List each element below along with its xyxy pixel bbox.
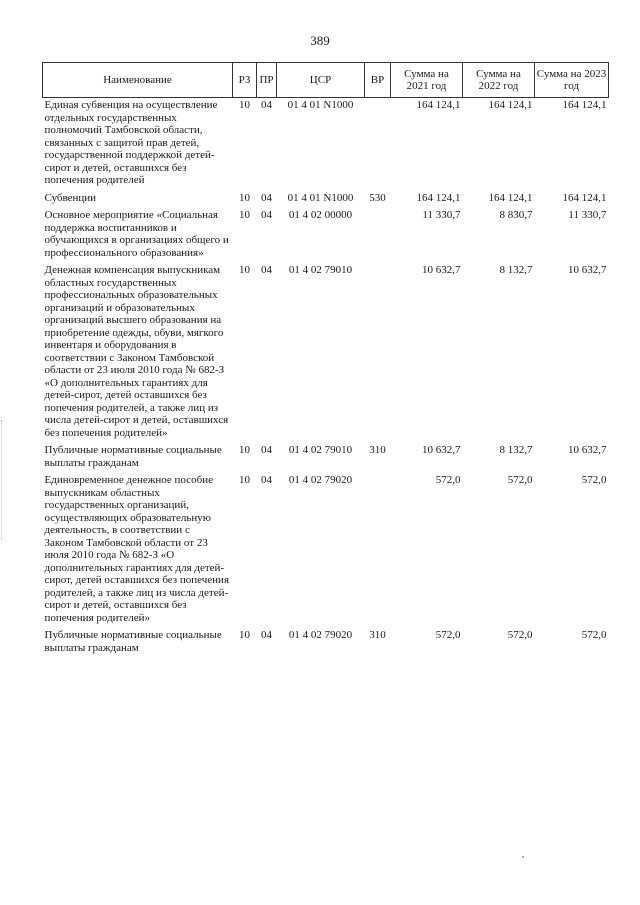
row-sum-2022: 164 124,1: [488, 191, 533, 204]
row-sum-2023: 572,0: [581, 629, 607, 641]
table-row: [43, 473, 609, 628]
header-csr: ЦСР: [277, 63, 365, 98]
row-rz: 10: [239, 264, 250, 276]
row-sum-2022: 8 830,7: [499, 209, 533, 221]
row-vr: [365, 263, 391, 443]
header-pr: ПР: [257, 63, 277, 98]
table-header-row: [43, 63, 609, 98]
row-pr: 04: [261, 99, 272, 111]
row-csr: 01 4 02 79010: [288, 444, 353, 456]
table-row: [43, 628, 609, 658]
header-vr: ВР: [365, 63, 391, 98]
table-row: [43, 263, 609, 443]
row-sum-2023: 572,0: [581, 474, 607, 486]
row-sum-2021: 164 124,1: [416, 99, 461, 111]
header-sum-2021: Сумма на 2021 год: [391, 63, 463, 98]
table-row: [43, 98, 609, 191]
row-sum-2021: 10 632,7: [422, 264, 461, 276]
header-sum-2023: Сумма на 2023 год: [535, 63, 609, 98]
header-rz: РЗ: [233, 63, 257, 98]
row-vr: [365, 98, 391, 191]
table-row: [43, 443, 609, 473]
row-pr: 04: [261, 209, 272, 221]
row-csr: 01 4 02 79020: [288, 474, 353, 486]
row-name: Публичные нормативные социальные выплаты гражданам: [44, 444, 222, 469]
row-sum-2023: 11 330,7: [568, 209, 607, 221]
page-number: 389: [310, 33, 330, 48]
row-vr: 310: [369, 629, 386, 641]
row-vr: 310: [369, 444, 386, 456]
row-rz: 10: [239, 191, 250, 204]
row-sum-2021: 11 330,7: [422, 209, 461, 221]
table-row: [43, 208, 609, 263]
row-csr: 01 4 02 79010: [288, 264, 353, 276]
row-csr: 01 4 01 N1000: [287, 99, 354, 111]
row-pr: 04: [261, 629, 272, 641]
row-sum-2023: 164 124,1: [562, 99, 607, 111]
row-sum-2021: 572,0: [435, 474, 461, 486]
header-name: Наименование: [43, 63, 233, 98]
row-name: Единая субвенция на осуществление отдельных государственных полномочий Тамбовской области, связанных с защитой прав детей, государственной поддержкой детей-сирот и детей, оставшихся без попечения родителей: [44, 99, 218, 186]
row-pr: 04: [261, 474, 272, 486]
row-pr: 04: [261, 264, 272, 276]
row-sum-2022: 572,0: [507, 474, 533, 486]
row-sum-2022: 164 124,1: [488, 99, 533, 111]
row-pr: 04: [261, 191, 272, 204]
row-rz: 10: [239, 474, 250, 486]
scan-speck: [522, 856, 524, 858]
row-vr: 530: [369, 191, 386, 204]
row-sum-2022: 572,0: [507, 629, 533, 641]
row-name: Основное мероприятие «Социальная поддержка воспитанников и обучающихся в организациях общего и профессионального образования»: [44, 209, 229, 259]
budget-table: [42, 62, 609, 658]
row-sum-2022: 8 132,7: [499, 264, 533, 276]
row-sum-2021: 572,0: [435, 629, 461, 641]
table-row: [43, 191, 609, 209]
row-csr: 01 4 02 79020: [288, 629, 353, 641]
row-name: Денежная компенсация выпускникам областных государственных профессиональных образовательных организаций и образовательных организаций высшего образования на приобретение одежды, обуви, мягкого инвентаря и оборудования в соответствии с Законом Тамбовской области от 23 июля 2010 года № 682-З «О дополнительных гарантиях для детей-сирот, детей оставшихся без попечения родителей, а также лиц из числа детей-сирот и детей, оставшихся без попечения родителей»: [44, 264, 229, 439]
row-pr: 04: [261, 444, 272, 456]
row-csr: 01 4 01 N1000: [287, 191, 354, 204]
row-sum-2023: 10 632,7: [568, 264, 607, 276]
row-sum-2021: 10 632,7: [422, 444, 461, 456]
scan-margin-mark: [1, 420, 4, 540]
row-rz: 10: [239, 629, 250, 641]
row-vr: [365, 473, 391, 628]
row-name: Публичные нормативные социальные выплаты гражданам: [44, 629, 222, 654]
row-name: Субвенции: [44, 191, 97, 204]
row-sum-2023: 10 632,7: [568, 444, 607, 456]
header-sum-2022: Сумма на 2022 год: [463, 63, 535, 98]
row-sum-2023: 164 124,1: [562, 191, 607, 204]
row-name: Единовременное денежное пособие выпускникам областных государственных организаций, осуществляющих образовательную деятельность, в соответствии с Законом Тамбовской области от 23 июля 2010 года № 682-З «О дополнительных гарантиях для детей-сирот, детей оставшихся без попечения родителей, а также лиц из числа детей-сирот и детей, оставшихся без попечения родителей»: [44, 474, 230, 624]
row-sum-2021: 164 124,1: [416, 191, 461, 204]
row-rz: 10: [239, 99, 250, 111]
row-rz: 10: [239, 444, 250, 456]
row-vr: [365, 208, 391, 263]
row-sum-2022: 8 132,7: [499, 444, 533, 456]
row-csr: 01 4 02 00000: [288, 209, 353, 221]
row-rz: 10: [239, 209, 250, 221]
